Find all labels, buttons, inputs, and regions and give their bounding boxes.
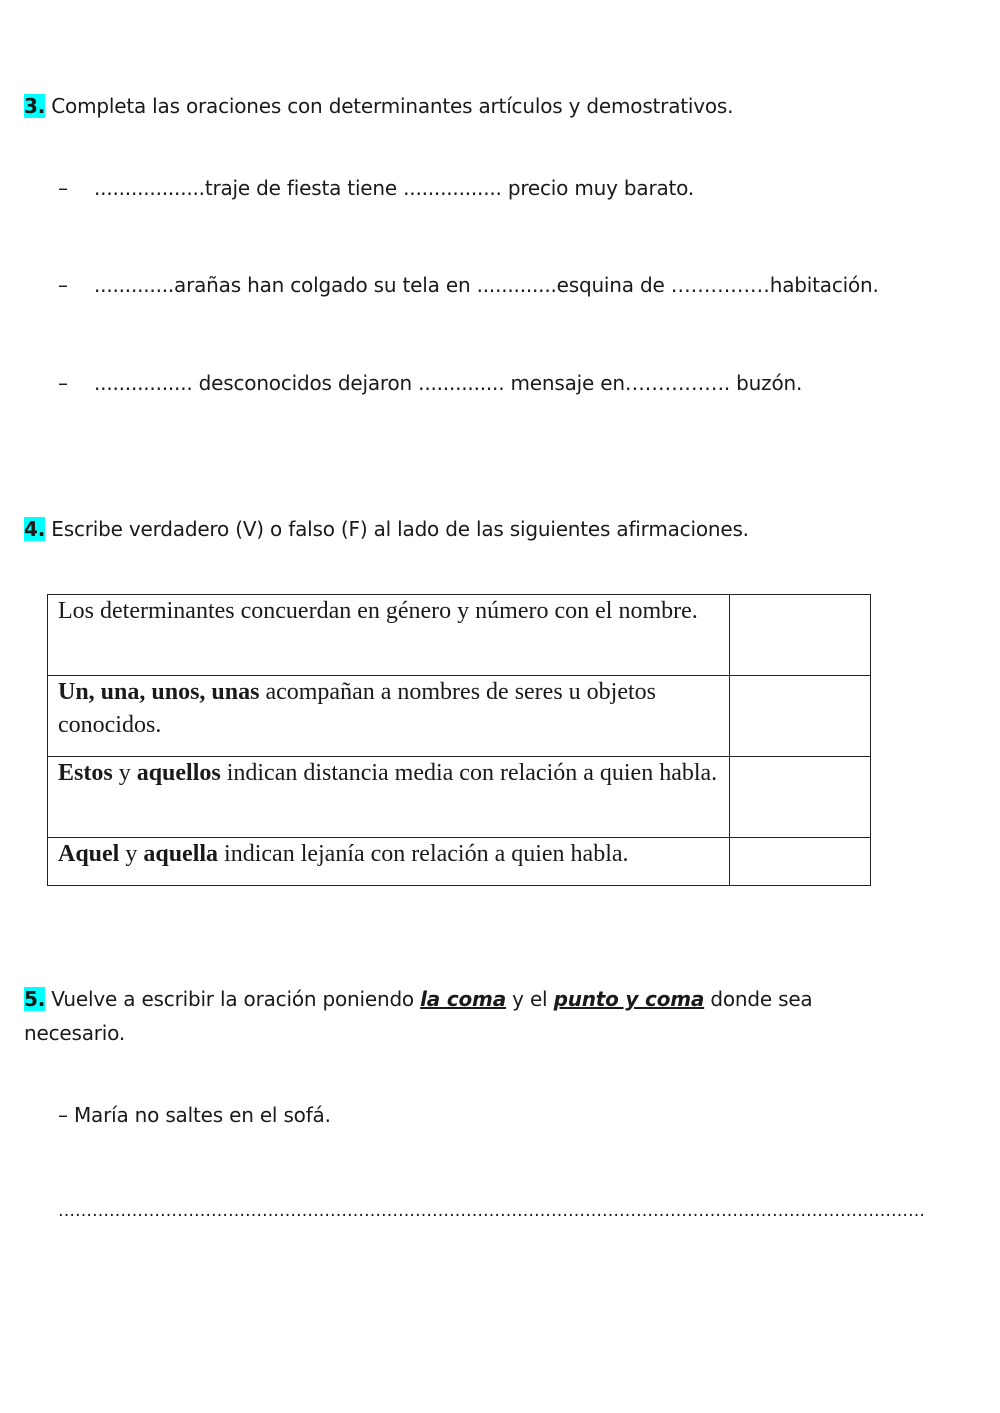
- q5-sentence: – María no saltes en el sofá.: [58, 1103, 331, 1127]
- q3-sentence-3[interactable]: – ................ desconocidos dejaron .............. mensaje en……………. buzón.: [58, 371, 803, 395]
- q3-sentence-1[interactable]: – ..................traje de fiesta tiene ................ precio muy barato.: [58, 176, 695, 200]
- q4-number: 4.: [24, 517, 46, 541]
- q3-number: 3.: [24, 94, 46, 118]
- answer-cell[interactable]: [729, 757, 870, 838]
- q3-instruction: 3. Completa las oraciones con determinantes artículos y demostrativos.: [24, 94, 734, 118]
- statement-cell: Los determinantes concuerdan en género y número con el nombre.: [48, 595, 730, 676]
- table-row: [48, 757, 871, 838]
- table-row: [48, 838, 871, 886]
- emphasis-la-coma: la coma: [420, 987, 506, 1011]
- emphasis-punto-y-coma: punto y coma: [553, 987, 705, 1011]
- q3-sentence-2[interactable]: – .............arañas han colgado su tela en .............esquina de ……………habitación.: [58, 273, 879, 297]
- answer-cell[interactable]: [729, 676, 870, 757]
- table-row: [48, 595, 871, 676]
- q5-instruction-line2: necesario.: [24, 1021, 125, 1045]
- statement-cell: Aquel y aquella indican lejanía con relación a quien habla.: [48, 838, 730, 886]
- q5-number: 5.: [24, 987, 46, 1011]
- answer-cell[interactable]: [729, 838, 870, 886]
- answer-cell[interactable]: [729, 595, 870, 676]
- true-false-table: [47, 594, 871, 886]
- table-row: [48, 676, 871, 757]
- statement-cell: Estos y aquellos indican distancia media con relación a quien habla.: [48, 757, 730, 838]
- q4-instruction: 4. Escribe verdadero (V) o falso (F) al lado de las siguientes afirmaciones.: [24, 517, 749, 541]
- q5-instruction: 5. Vuelve a escribir la oración poniendo la coma y el punto y coma donde sea: [24, 987, 813, 1011]
- answer-line[interactable]: ………………………………………………………………………………………………………………………………………: [58, 1201, 925, 1221]
- statement-cell: Un, una, unos, unas acompañan a nombres de seres u objetos conocidos.: [48, 676, 730, 757]
